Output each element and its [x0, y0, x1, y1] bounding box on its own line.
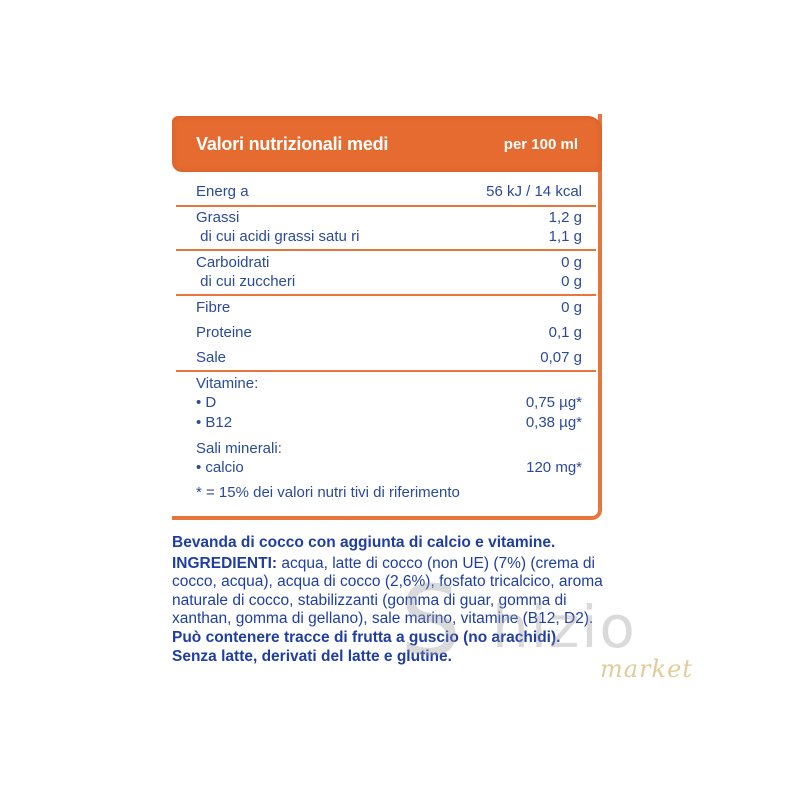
divider: [176, 294, 596, 296]
product-description: [172, 534, 612, 666]
row-value: 0 g: [561, 273, 582, 290]
row-value: 0,38 µg*: [525, 414, 582, 431]
free-from-statement: Senza latte, derivati del latte e glutine.: [172, 647, 452, 665]
row-value: 0 g: [561, 254, 582, 271]
row-label: • calcio: [196, 459, 244, 476]
divider: [176, 249, 596, 251]
watermark-hizio: hizio: [492, 593, 637, 661]
row-label: Vitamine:: [196, 375, 259, 392]
row-label: Carboidrati: [196, 254, 270, 271]
row-label: • B12: [196, 414, 233, 431]
watermark-market: market: [600, 655, 693, 683]
watermark-s: S: [400, 565, 461, 677]
row-value: 1,2 g: [548, 209, 582, 226]
row-label: Sale: [196, 349, 227, 366]
row-label: • D: [196, 394, 217, 411]
row-label: Fibre: [196, 299, 231, 316]
ingredients-label: INGREDIENTI:: [172, 554, 278, 572]
row-value: 0,75 µg*: [525, 394, 582, 411]
row-value: 0,07 g: [540, 349, 582, 366]
row-value: 0,1 g: [548, 324, 582, 341]
product-headline: Bevanda di cocco con aggiunta di calcio e vitamine.: [172, 534, 556, 551]
row-label: di cui acidi grassi satu ri: [196, 228, 360, 245]
row-label: di cui zuccheri: [196, 273, 296, 290]
row-value: 120 mg*: [526, 459, 582, 476]
allergen-warning: Può contenere tracce di frutta a guscio (no arachidi).: [172, 628, 561, 646]
divider: [176, 370, 596, 372]
row-value: 0 g: [561, 299, 582, 316]
footnote: * = 15% dei valori nutri tivi di riferimento: [196, 484, 460, 501]
divider: [176, 205, 596, 207]
row-label: Grassi: [196, 209, 240, 226]
ingredients-paragraph: [172, 555, 612, 629]
per-100ml-label: per 100 ml: [503, 136, 578, 153]
nutrition-header: [172, 116, 602, 172]
row-value: 56 kJ / 14 kcal: [486, 183, 582, 200]
nutrition-title: Valori nutrizionali medi: [196, 134, 389, 154]
row-label: Energ a: [196, 183, 249, 200]
row-label: Sali minerali:: [196, 440, 282, 457]
row-label: Proteine: [196, 324, 252, 341]
row-value: 1,1 g: [548, 228, 582, 245]
ingredients-text: acqua, latte di cocco (non UE) (7%) (crema di cocco, acqua), acqua di cocco (2,6%), fosfato tricalcico, aroma naturale di cocco, stabilizzanti (gomma di guar, gomma di xanthan, gomma di gellano), sale marino, vitamine (B12, D2).: [172, 554, 603, 628]
